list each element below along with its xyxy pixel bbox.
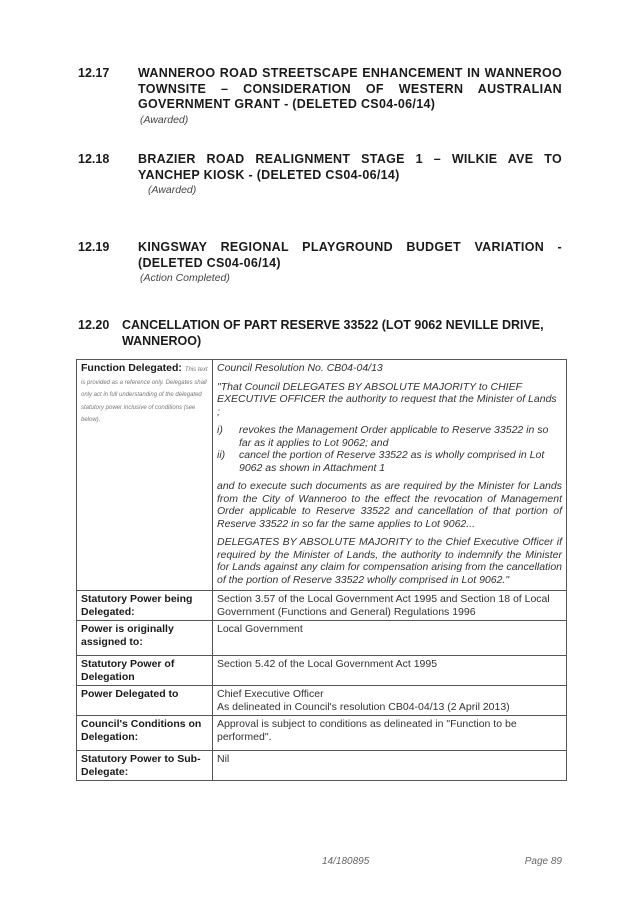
- resolution-paragraph: and to execute such documents as are required by the Minister for Lands from the City of Wanneroo to the effect the revocation of Management Order applicable to Reserve 33522 and cancellation of that portion of Reserve 33522 in so far the same applies to Lot 9062...: [217, 480, 562, 530]
- item-status: (Action Completed): [140, 272, 230, 284]
- list-item: [217, 424, 562, 449]
- row-value-line: Chief Executive Officer: [217, 688, 324, 700]
- row-label: Statutory Power to Sub-Delegate:: [77, 751, 213, 781]
- item-number: 12.19: [78, 240, 110, 254]
- resolution-number: Council Resolution No. CB04-04/13: [217, 362, 383, 374]
- table-row: [77, 621, 567, 656]
- table-row: [77, 656, 567, 686]
- row-label: Statutory Power being Delegated:: [77, 591, 213, 621]
- document-reference: 14/180895: [322, 856, 370, 867]
- table-row: [77, 360, 567, 591]
- row-value-line: As delineated in Council's resolution CB04-04/13 (2 April 2013): [217, 700, 510, 713]
- delegation-table: [76, 359, 567, 781]
- row-value: Approval is subject to conditions as delineated in "Function to be performed".: [213, 716, 567, 751]
- row-value: Nil: [213, 751, 567, 781]
- agenda-item-12-17: [78, 66, 562, 127]
- table-row: [77, 591, 567, 621]
- item-number: 12.17: [78, 66, 110, 80]
- section-title-line2: WANNEROO): [122, 334, 202, 348]
- list-text: revokes the Management Order applicable to Reserve 33522 in so far as it applies to Lot 9062; and: [239, 424, 549, 449]
- list-marker: i): [217, 424, 223, 436]
- function-reference-note: This text is provided as a reference only. Delegates shall only act in full understanding of the delegated statutory power inclusive of conditions (see below).: [81, 367, 208, 423]
- agenda-item-12-19: [78, 240, 562, 285]
- row-label: Power is originally assigned to:: [77, 621, 213, 656]
- agenda-item-12-18: [78, 152, 562, 197]
- table-row: [77, 716, 567, 751]
- row-label: Power Delegated to: [77, 686, 213, 716]
- section-heading-12-20: [78, 317, 562, 349]
- row-label: Council's Conditions on Delegation:: [77, 716, 213, 751]
- item-status: (Awarded): [148, 184, 197, 196]
- row-value: Section 3.57 of the Local Government Act 1995 and Section 18 of Local Government (Functions and General) Regulations 1996: [213, 591, 567, 621]
- item-title: BRAZIER ROAD REALIGNMENT STAGE 1 – WILKIE AVE TO YANCHEP KIOSK - (DELETED CS04-06/14): [138, 152, 562, 182]
- section-number: 12.20: [78, 318, 110, 332]
- resolution-intro-upper: "That Council DELEGATES BY ABSOLUTE MAJORITY to CHIEF EXECUTIVE OFFICER: [217, 380, 522, 405]
- item-title: WANNEROO ROAD STREETSCAPE ENHANCEMENT IN WANNEROO TOWNSITE – CONSIDERATION OF WESTERN AUSTRALIAN GOVERNMENT GRANT - (DELETED CS04-06/14): [138, 66, 562, 111]
- item-title: KINGSWAY REGIONAL PLAYGROUND BUDGET VARIATION - (DELETED CS04-06/14): [138, 240, 562, 270]
- row-label: Statutory Power of Delegation: [77, 656, 213, 686]
- item-status: (Awarded): [140, 113, 189, 126]
- row-value: Local Government: [213, 621, 567, 656]
- table-row: [77, 751, 567, 781]
- resolution-intro-rest: the authority to request that the Minister of Lands ;: [217, 393, 557, 418]
- list-item: [217, 449, 562, 474]
- page-number: Page 89: [524, 856, 562, 867]
- function-delegated-label-cell: [77, 360, 213, 591]
- function-delegated-value: [213, 360, 567, 591]
- list-text: cancel the portion of Reserve 33522 as is wholly comprised in Lot 9062 as shown in Attachment 1: [239, 449, 545, 474]
- table-row: [77, 686, 567, 716]
- resolution-intro: [217, 381, 562, 419]
- list-marker: ii): [217, 449, 226, 461]
- resolution-paragraph: DELEGATES BY ABSOLUTE MAJORITY to the Chief Executive Officer if required by the Minister of Lands, the authority to indemnify the Minister for Lands against any claim for compensation arising from the cancellation of the portion of Reserve 33522 wholly comprised in Lot 9062.": [217, 536, 562, 586]
- item-number: 12.18: [78, 152, 110, 166]
- row-value: Section 5.42 of the Local Government Act 1995: [213, 656, 567, 686]
- function-delegated-label: Function Delegated:: [81, 362, 182, 374]
- row-value: [213, 686, 567, 716]
- section-title-line1: CANCELLATION OF PART RESERVE 33522 (LOT 9062 NEVILLE DRIVE,: [122, 318, 544, 332]
